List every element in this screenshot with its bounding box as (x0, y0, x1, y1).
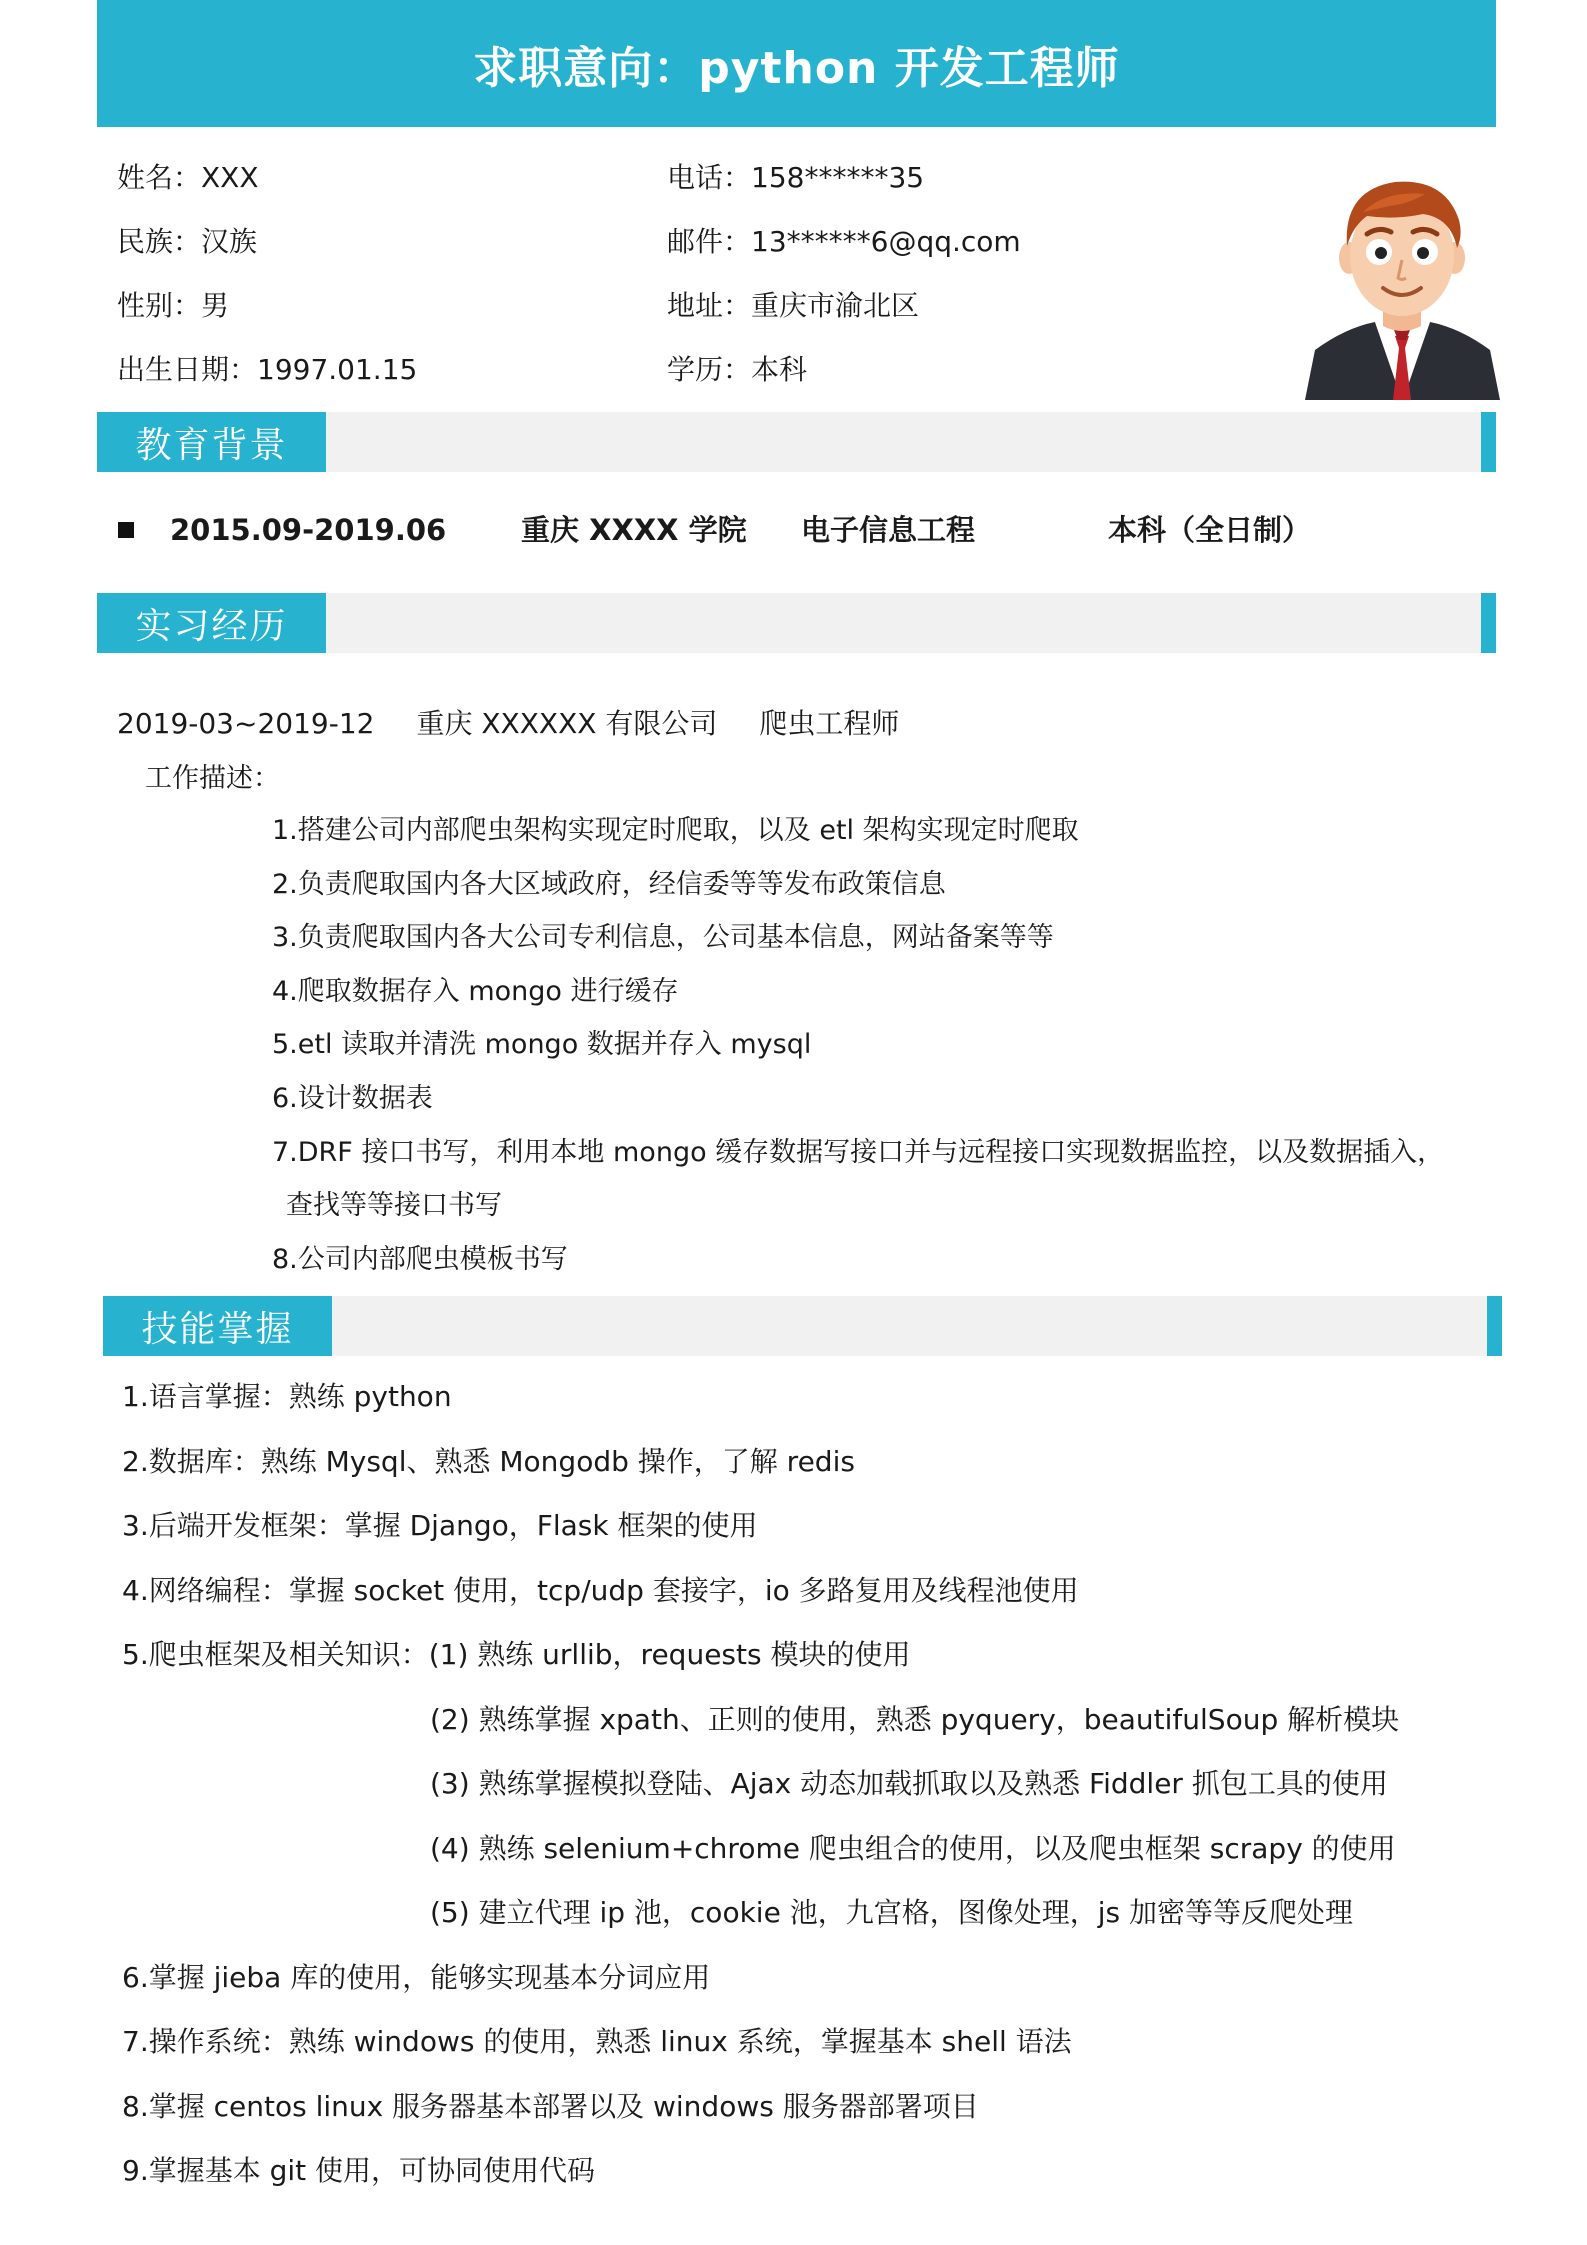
list-item: 7.操作系统：熟练 windows 的使用，熟悉 linux 系统，掌握基本 shell 语法 (122, 2025, 1072, 2058)
skills-heading: 技能掌握 (103, 1296, 332, 1356)
phone-field: 电话：158******35 (667, 161, 925, 194)
education-period: 2015.09-2019.06 (170, 513, 447, 547)
education-school: 重庆 XXXX 学院 (521, 513, 747, 547)
list-item: 4.爬取数据存入 mongo 进行缓存 (272, 975, 679, 1007)
avatar (1305, 160, 1500, 400)
internship-section-bar (97, 593, 1496, 653)
education-level: 本科（全日制） (1108, 513, 1312, 547)
list-item: 1.语言掌握：熟练 python (122, 1380, 452, 1413)
list-item: 6.设计数据表 (272, 1082, 433, 1114)
skills-list (122, 1365, 1462, 2204)
email-field: 邮件：13******6@qq.com (667, 225, 1021, 258)
list-item: 4.网络编程：掌握 socket 使用，tcp/udp 套接字，io 多路复用及线程池使用 (122, 1573, 1079, 1607)
section-end-marker (1481, 412, 1496, 472)
education-heading: 教育背景 (97, 412, 326, 472)
work-description-label: 工作描述： (145, 763, 280, 794)
list-item: (2) 熟练掌握 xpath、正则的使用，熟悉 pyquery，beautifulSoup 解析模块 (430, 1702, 1400, 1736)
man-avatar-icon (1305, 182, 1500, 400)
list-item: 7.DRF 接口书写，利用本地 mongo 缓存数据写接口并与远程接口实现数据监控，以及数据插入， (272, 1136, 1445, 1168)
list-item: 3.负责爬取国内各大公司专利信息，公司基本信息，网站备案等等 (272, 922, 1054, 954)
header-banner (97, 0, 1496, 127)
education-major: 电子信息工程 (801, 513, 976, 547)
internship-summary (117, 702, 941, 742)
birthdate-field: 出生日期：1997.01.15 (117, 353, 418, 386)
internship-role: 爬虫工程师 (759, 707, 900, 740)
page-title: 求职意向：python 开发工程师 (473, 42, 1120, 94)
list-item: 1.搭建公司内部爬虫架构实现定时爬取，以及 etl 架构实现定时爬取 (272, 815, 1079, 846)
list-item: (5) 建立代理 ip 池，cookie 池，九宫格，图像处理，js 加密等等反爬处理 (430, 1896, 1353, 1929)
list-item: (4) 熟练 selenium+chrome 爬虫组合的使用，以及爬虫框架 scrapy 的使用 (430, 1831, 1396, 1865)
list-item: 9.掌握基本 git 使用，可协同使用代码 (122, 2154, 596, 2187)
skills-section-bar (103, 1296, 1502, 1356)
list-item: 6.掌握 jieba 库的使用，能够实现基本分词应用 (122, 1960, 711, 1994)
address-field: 地址：重庆市渝北区 (667, 289, 920, 322)
gender-field: 性别：男 (117, 289, 230, 322)
list-item: 3.后端开发框架：掌握 Django，Flask 框架的使用 (122, 1509, 758, 1542)
list-item: 2.负责爬取国内各大区域政府，经信委等等发布政策信息 (272, 868, 946, 900)
internship-period: 2019-03~2019-12 (117, 707, 375, 740)
education-section-bar (97, 412, 1496, 472)
section-end-marker (1487, 1296, 1502, 1356)
internship-company: 重庆 XXXXXX 有限公司 (416, 707, 718, 740)
list-item: 8.公司内部爬虫模板书写 (272, 1243, 568, 1275)
internship-heading: 实习经历 (97, 593, 326, 653)
degree-field: 学历：本科 (667, 353, 808, 386)
list-item: 2.数据库：熟练 Mysql、熟悉 Mongodb 操作，了解 redis (122, 1444, 855, 1478)
list-item: 查找等等接口书写 (286, 1190, 502, 1222)
list-item: 5.爬虫框架及相关知识：(1) 熟练 urllib，requests 模块的使用 (122, 1638, 911, 1671)
ethnicity-field: 民族：汉族 (117, 225, 258, 258)
list-item: 8.掌握 centos linux 服务器基本部署以及 windows 服务器部署项目 (122, 2089, 979, 2123)
work-description-list (272, 804, 1492, 1286)
list-item: (3) 熟练掌握模拟登陆、Ajax 动态加载抓取以及熟悉 Fiddler 抓包工具的使用 (430, 1767, 1388, 1800)
education-row (118, 510, 1418, 550)
square-bullet-icon (118, 522, 134, 538)
list-item: 5.etl 读取并清洗 mongo 数据并存入 mysql (272, 1029, 812, 1061)
name-field: 姓名：XXX (117, 161, 259, 194)
section-end-marker (1481, 593, 1496, 653)
